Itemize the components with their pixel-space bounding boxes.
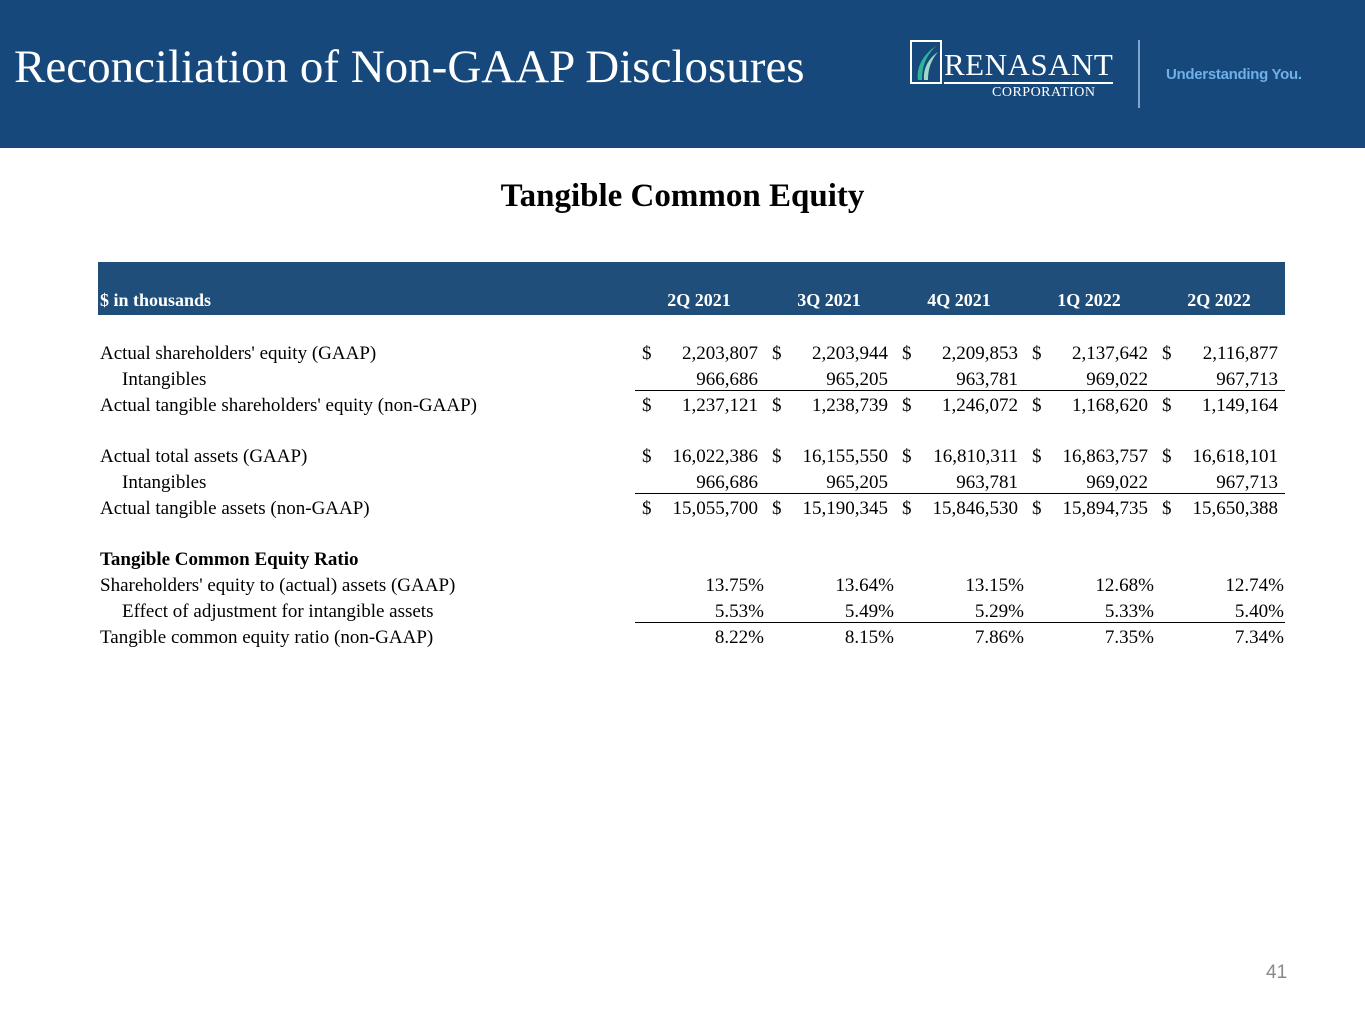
currency-symbol: $ — [902, 343, 912, 364]
cell-value: 967,713 — [1216, 369, 1278, 390]
period-header: 1Q 2022 — [1057, 290, 1121, 310]
cell-value: 13.15% — [965, 575, 1024, 596]
table-cell — [894, 341, 1018, 367]
table-cell — [894, 625, 1024, 651]
cell-value: 966,686 — [696, 369, 758, 390]
row-label: Tangible Common Equity Ratio — [100, 549, 359, 570]
page-number: 41 — [1266, 962, 1288, 983]
cell-value: 8.22% — [714, 627, 764, 648]
currency-symbol: $ — [772, 343, 782, 364]
renasant-leaf-icon — [910, 40, 942, 84]
currency-symbol: $ — [902, 446, 912, 467]
logo-divider — [1138, 40, 1140, 108]
table-cell — [634, 393, 758, 419]
cell-value: 969,022 — [1086, 472, 1148, 493]
currency-symbol: $ — [642, 446, 652, 467]
cell-value: 16,155,550 — [802, 446, 888, 467]
table-cell — [1024, 393, 1148, 419]
table-cell — [1024, 573, 1154, 599]
period-header: 2Q 2022 — [1187, 290, 1251, 310]
logo-tagline: Understanding You. — [1166, 66, 1302, 83]
row-label: Intangibles — [122, 472, 207, 493]
table-cell — [1154, 496, 1278, 522]
cell-value: 5.40% — [1234, 601, 1284, 622]
cell-value: 2,203,807 — [682, 343, 758, 364]
table-cell — [634, 625, 764, 651]
cell-value: 7.34% — [1234, 627, 1284, 648]
row-label: Intangibles — [122, 369, 207, 390]
cell-value: 2,116,877 — [1202, 343, 1278, 364]
table-cell — [634, 496, 758, 522]
cell-value: 1,246,072 — [942, 395, 1018, 416]
currency-symbol: $ — [642, 395, 652, 416]
units-label: $ in thousands — [100, 290, 212, 310]
table-cell — [764, 341, 888, 367]
cell-value: 965,205 — [826, 369, 888, 390]
currency-symbol: $ — [772, 395, 782, 416]
currency-symbol: $ — [1162, 498, 1172, 519]
cell-value: 2,209,853 — [942, 343, 1018, 364]
logo-subtitle: CORPORATION — [992, 85, 1096, 100]
table-cell — [1024, 625, 1154, 651]
table-row — [100, 444, 1285, 470]
table-cell — [764, 573, 894, 599]
row-label: Actual total assets (GAAP) — [100, 446, 308, 467]
cell-value: 15,650,388 — [1192, 498, 1278, 519]
currency-symbol: $ — [902, 498, 912, 519]
table-row — [100, 496, 1285, 522]
slide-header — [0, 0, 1365, 148]
cell-value: 963,781 — [956, 369, 1018, 390]
currency-symbol: $ — [1162, 446, 1172, 467]
cell-value: 2,203,944 — [812, 343, 888, 364]
logo-name: RENASANT — [944, 47, 1114, 82]
currency-symbol: $ — [1032, 446, 1042, 467]
cell-value: 967,713 — [1216, 472, 1278, 493]
table-header — [98, 262, 1285, 315]
cell-value: 5.29% — [974, 601, 1024, 622]
cell-value: 13.64% — [835, 575, 894, 596]
cell-value: 966,686 — [696, 472, 758, 493]
cell-value: 5.33% — [1104, 601, 1154, 622]
cell-value: 16,618,101 — [1192, 446, 1278, 467]
currency-symbol: $ — [902, 395, 912, 416]
subtotal-rule — [635, 622, 1285, 623]
cell-value: 1,168,620 — [1072, 395, 1148, 416]
currency-symbol: $ — [1032, 343, 1042, 364]
cell-value: 7.35% — [1104, 627, 1154, 648]
table-cell — [894, 496, 1018, 522]
table-cell — [764, 496, 888, 522]
period-header: 2Q 2021 — [667, 290, 731, 310]
cell-value: 1,238,739 — [812, 395, 888, 416]
currency-symbol: $ — [772, 498, 782, 519]
currency-symbol: $ — [772, 446, 782, 467]
slide-title: Reconciliation of Non-GAAP Disclosures — [14, 41, 805, 93]
table-cell — [634, 573, 764, 599]
cell-value: 5.53% — [714, 601, 764, 622]
currency-symbol: $ — [642, 343, 652, 364]
currency-symbol: $ — [1032, 395, 1042, 416]
row-label: Actual shareholders' equity (GAAP) — [100, 343, 377, 364]
period-header: 3Q 2021 — [797, 290, 861, 310]
table-cell — [1024, 444, 1148, 470]
cell-value: 16,022,386 — [672, 446, 758, 467]
cell-value: 12.68% — [1095, 575, 1154, 596]
cell-value: 963,781 — [956, 472, 1018, 493]
table-cell — [1154, 393, 1278, 419]
row-label: Effect of adjustment for intangible assets — [122, 601, 434, 622]
table-cell — [1154, 341, 1278, 367]
cell-value: 1,237,121 — [682, 395, 758, 416]
subtotal-rule — [635, 493, 1285, 494]
row-label: Tangible common equity ratio (non-GAAP) — [100, 627, 434, 648]
table-row — [100, 341, 1285, 367]
cell-value: 8.15% — [844, 627, 894, 648]
cell-value: 15,055,700 — [672, 498, 758, 519]
cell-value: 2,137,642 — [1072, 343, 1148, 364]
cell-value: 12.74% — [1225, 575, 1284, 596]
cell-value: 16,863,757 — [1062, 446, 1148, 467]
table-cell — [764, 444, 888, 470]
cell-value: 969,022 — [1086, 369, 1148, 390]
table-cell — [1024, 341, 1148, 367]
currency-symbol: $ — [1162, 343, 1172, 364]
row-label: Shareholders' equity to (actual) assets (GAAP) — [100, 575, 456, 596]
row-label: Actual tangible assets (non-GAAP) — [100, 498, 370, 519]
currency-symbol: $ — [642, 498, 652, 519]
cell-value: 13.75% — [705, 575, 764, 596]
table-cell — [894, 573, 1024, 599]
table-row — [100, 625, 1285, 651]
table-cell — [1154, 573, 1284, 599]
table-cell — [894, 444, 1018, 470]
cell-value: 5.49% — [844, 601, 894, 622]
cell-value: 15,894,735 — [1062, 498, 1148, 519]
cell-value: 965,205 — [826, 472, 888, 493]
table-cell — [1154, 444, 1278, 470]
currency-symbol: $ — [1162, 395, 1172, 416]
table-title: Tangible Common Equity — [500, 178, 865, 214]
row-label: Actual tangible shareholders' equity (non-GAAP) — [100, 395, 477, 416]
table-cell — [764, 625, 894, 651]
period-header: 4Q 2021 — [927, 290, 991, 310]
table-row — [100, 393, 1285, 419]
cell-value: 1,149,164 — [1202, 395, 1278, 416]
table-cell — [1154, 625, 1284, 651]
company-logo — [910, 40, 1330, 110]
currency-symbol: $ — [1032, 498, 1042, 519]
cell-value: 15,846,530 — [932, 498, 1018, 519]
table-cell — [764, 393, 888, 419]
table-cell — [894, 393, 1018, 419]
table-row — [100, 573, 1285, 599]
cell-value: 7.86% — [974, 627, 1024, 648]
cell-value: 16,810,311 — [933, 446, 1018, 467]
cell-value: 15,190,345 — [802, 498, 888, 519]
table-row — [100, 547, 1285, 573]
table-cell — [634, 341, 758, 367]
subtotal-rule — [635, 390, 1285, 391]
table-cell — [1024, 496, 1148, 522]
table-cell — [634, 444, 758, 470]
